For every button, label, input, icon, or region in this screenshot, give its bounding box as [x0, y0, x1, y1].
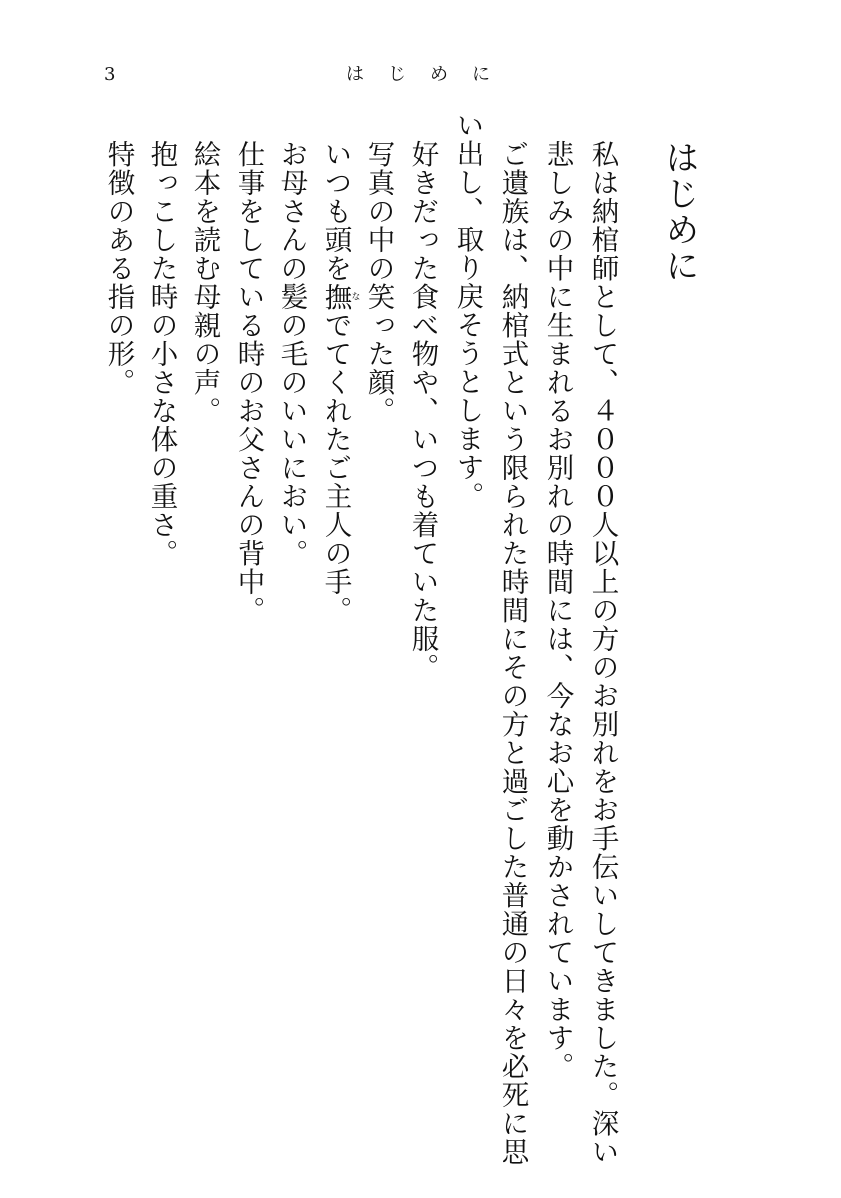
ruby-annotation [319, 282, 360, 312]
line-segment: いつも頭を [319, 140, 352, 283]
body-line: 特徴のある指の形。 [102, 140, 135, 397]
body-line: 写真の中の笑った顔。 [362, 140, 395, 425]
body-line: 抱っこした時の小さな体の重さ。 [145, 140, 178, 568]
body-line: 仕事をしている時のお父さんの背中。 [232, 140, 265, 625]
page-number: 3 [104, 64, 116, 85]
ruby-base: 撫 [319, 282, 352, 311]
body-line: 悲しみの中に生まれるお別れの時間には、今なお心を動かされています。 [541, 140, 574, 1081]
body-line: ご遺族は、納棺式という限られた時間にその方と過ごした普通の日々を必死に思 [496, 140, 529, 1166]
running-head: はじめに [346, 64, 514, 85]
ruby-reading: な [349, 282, 360, 311]
body-line: 私は納棺師として、４０００人以上の方のお別れをお手伝いしてきました。深い [586, 140, 619, 1166]
body-line [321, 140, 360, 625]
body-line: お母さんの髪の毛のいいにおい。 [275, 140, 308, 568]
chapter-title: はじめに [659, 140, 699, 284]
body-line: 絵本を読む母親の声。 [188, 140, 221, 425]
body-line: い出し、取り戻そうとします。 [451, 111, 484, 510]
line-segment: でてくれたご主人の手。 [319, 311, 352, 625]
body-line: 好きだった食べ物や、いつも着ていた服。 [406, 140, 439, 682]
